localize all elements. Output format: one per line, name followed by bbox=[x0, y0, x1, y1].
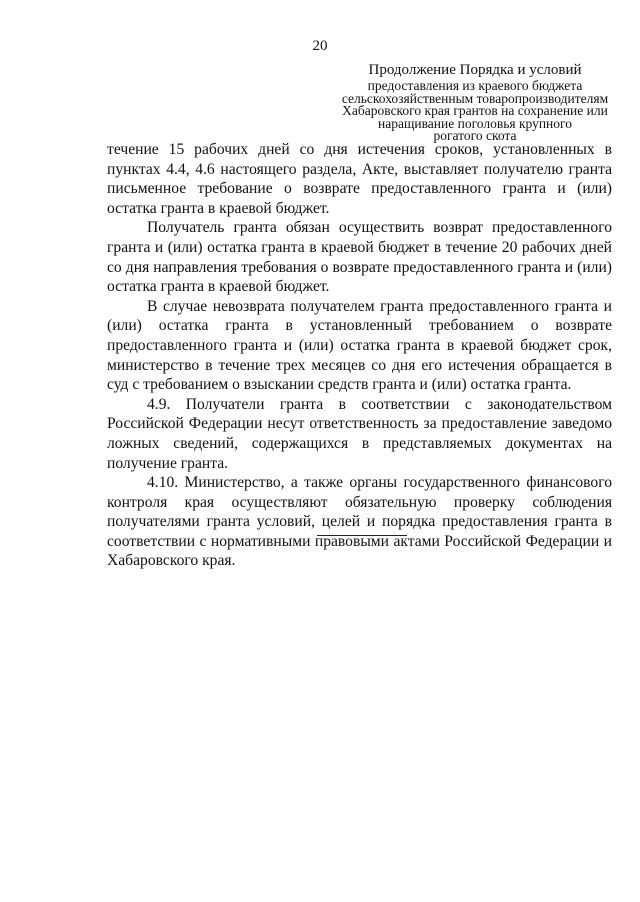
document-header bbox=[340, 62, 610, 143]
document-body bbox=[107, 140, 612, 571]
paragraph: В случае невозврата получателем гранта предоставленного гранта и (или) остатка гранта в установленный требованием о возврате предоставленного гранта и (или) остатка гранта в краевой бюджет срок, министерство в течение трех месяцев со дня его истечения обращается в суд с требованием о взыскании средств гранта и (или) остатка гранта. bbox=[107, 297, 612, 394]
header-line: сельскохозяйственным товаропроизводителям bbox=[341, 90, 609, 106]
header-line: наращивание поголовья крупного bbox=[378, 115, 572, 131]
header-line: Хабаровского края грантов на сохранение или bbox=[342, 103, 608, 118]
paragraph: Получатель гранта обязан осуществить возврат предоставленного гранта и (или) остатка гранта в краевой бюджет в течение 20 рабочих дней со дня направления требования о возврате предоставленного гранта и (или) остатка гранта в краевой бюджет. bbox=[107, 219, 612, 296]
paragraph: 4.9. Получатели гранта в соответствии с законодательством Российской Федерации несут ответственность за предоставление заведомо ложных сведений, содержащихся в представляемых документах на получение гранта. bbox=[107, 395, 612, 472]
paragraph: течение 15 рабочих дней со дня истечения сроков, установленных в пунктах 4.4, 4.6 настоящего раздела, Акте, выставляет получателю гранта письменное требование о возврате предоставленного гранта и (или) остатка гранта в краевой бюджет. bbox=[107, 141, 612, 217]
end-divider bbox=[317, 535, 407, 536]
page-number: 20 bbox=[312, 38, 328, 54]
paragraph: 4.10. Министерство, а также органы государственного финансового контроля края осуществляют обязательную проверку соблюдения получателями гранта условий, целей и порядка предоставления гранта в соответствии с нормативными правовыми актами Российской Федерации и Хабаровского края. bbox=[107, 474, 612, 570]
header-line: Продолжение Порядка и условий bbox=[368, 62, 582, 78]
header-line: предоставления из краевого бюджета bbox=[367, 78, 583, 93]
header-line: рогатого скота bbox=[433, 128, 517, 143]
